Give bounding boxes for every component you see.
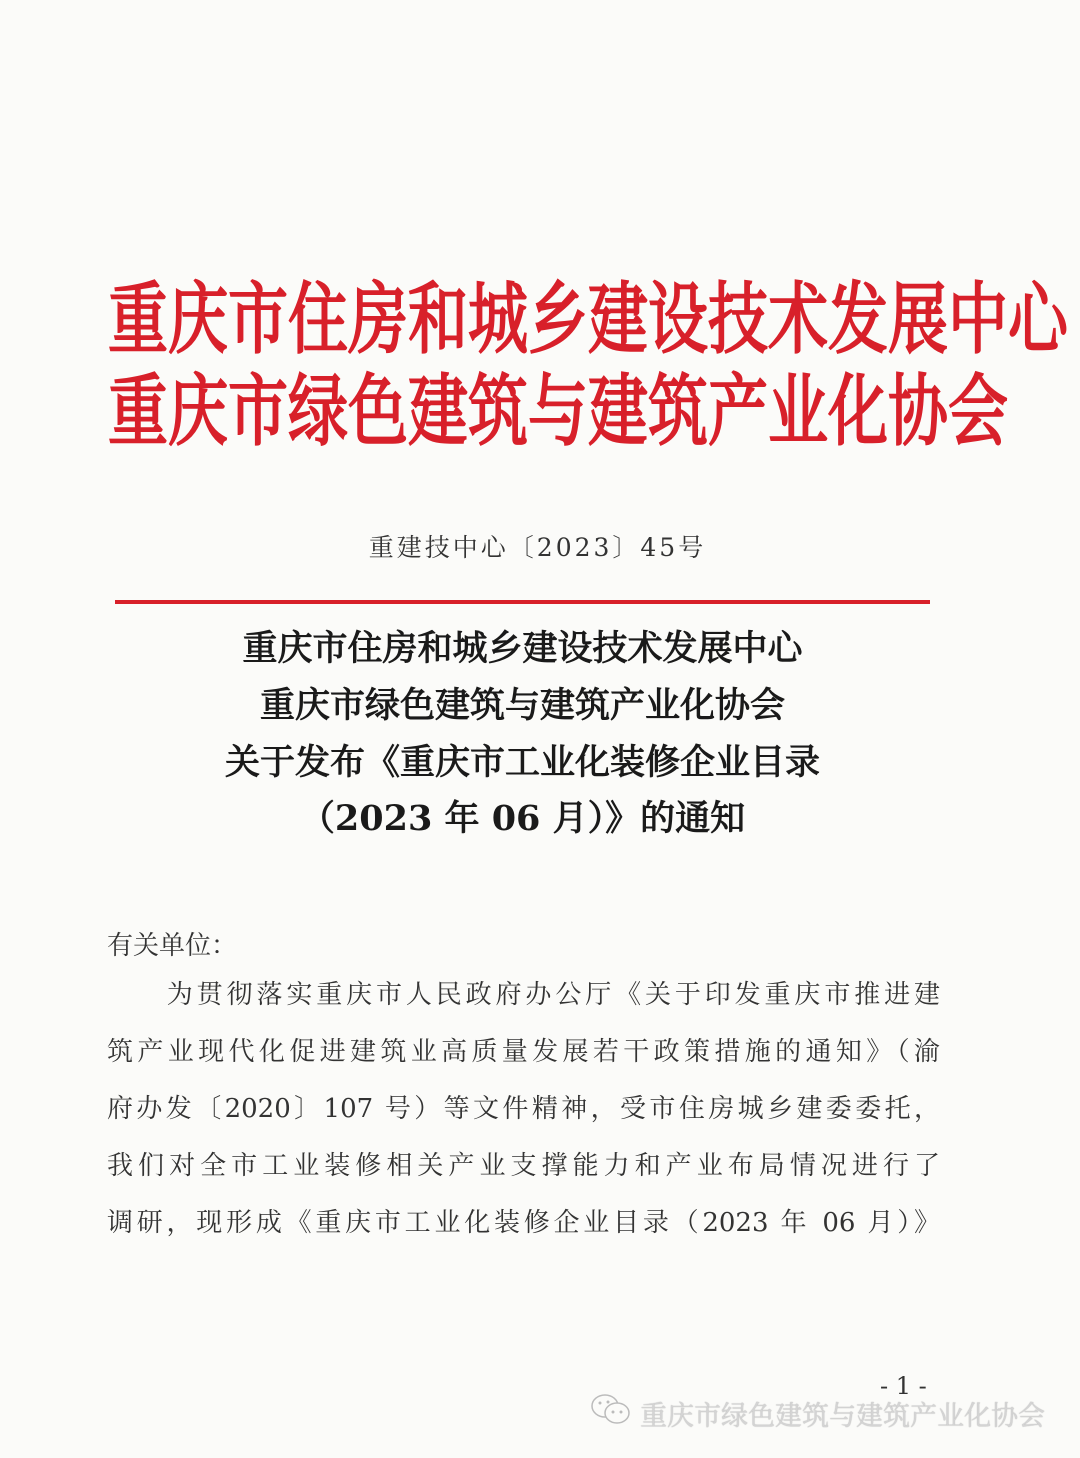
body-line: 为贯彻落实重庆市人民政府办公厅《关于印发重庆市推进建 [107,980,940,1010]
watermark-text: 重庆市绿色建筑与建筑产业化协会 [640,1401,1045,1432]
red-divider [115,600,930,604]
body-line: 我们对全市工业装修相关产业支撑能力和产业布局情况进行了 [107,1151,940,1181]
body-line: 府办发〔2020〕107 号）等文件精神，受市住房城乡建委委托， [107,1094,940,1124]
watermark [590,1393,1045,1434]
salutation: 有关单位： [107,931,238,961]
title-line-4: （2023 年 06 月）》的通知 [299,798,746,839]
issuer-name-line-2: 重庆市绿色建筑与建筑产业化协会 [108,366,1008,458]
document-number: 重建技中心〔2023〕45号 [368,533,707,562]
issuer-name-line-1: 重庆市住房和城乡建设技术发展中心 [108,274,1068,366]
title-line-2: 重庆市绿色建筑与建筑产业化协会 [259,685,785,726]
body-line: 调研，现形成《重庆市工业化装修企业目录（2023 年 06 月）》 [107,1208,940,1238]
title-line-1: 重庆市住房和城乡建设技术发展中心 [242,628,803,669]
title-line-3: 关于发布《重庆市工业化装修企业目录 [224,742,820,783]
wechat-icon [590,1393,632,1434]
page-number: - 1 - [880,1372,927,1400]
body-line: 筑产业现代化促进建筑业高质量发展若干政策措施的通知》（渝 [107,1037,940,1067]
